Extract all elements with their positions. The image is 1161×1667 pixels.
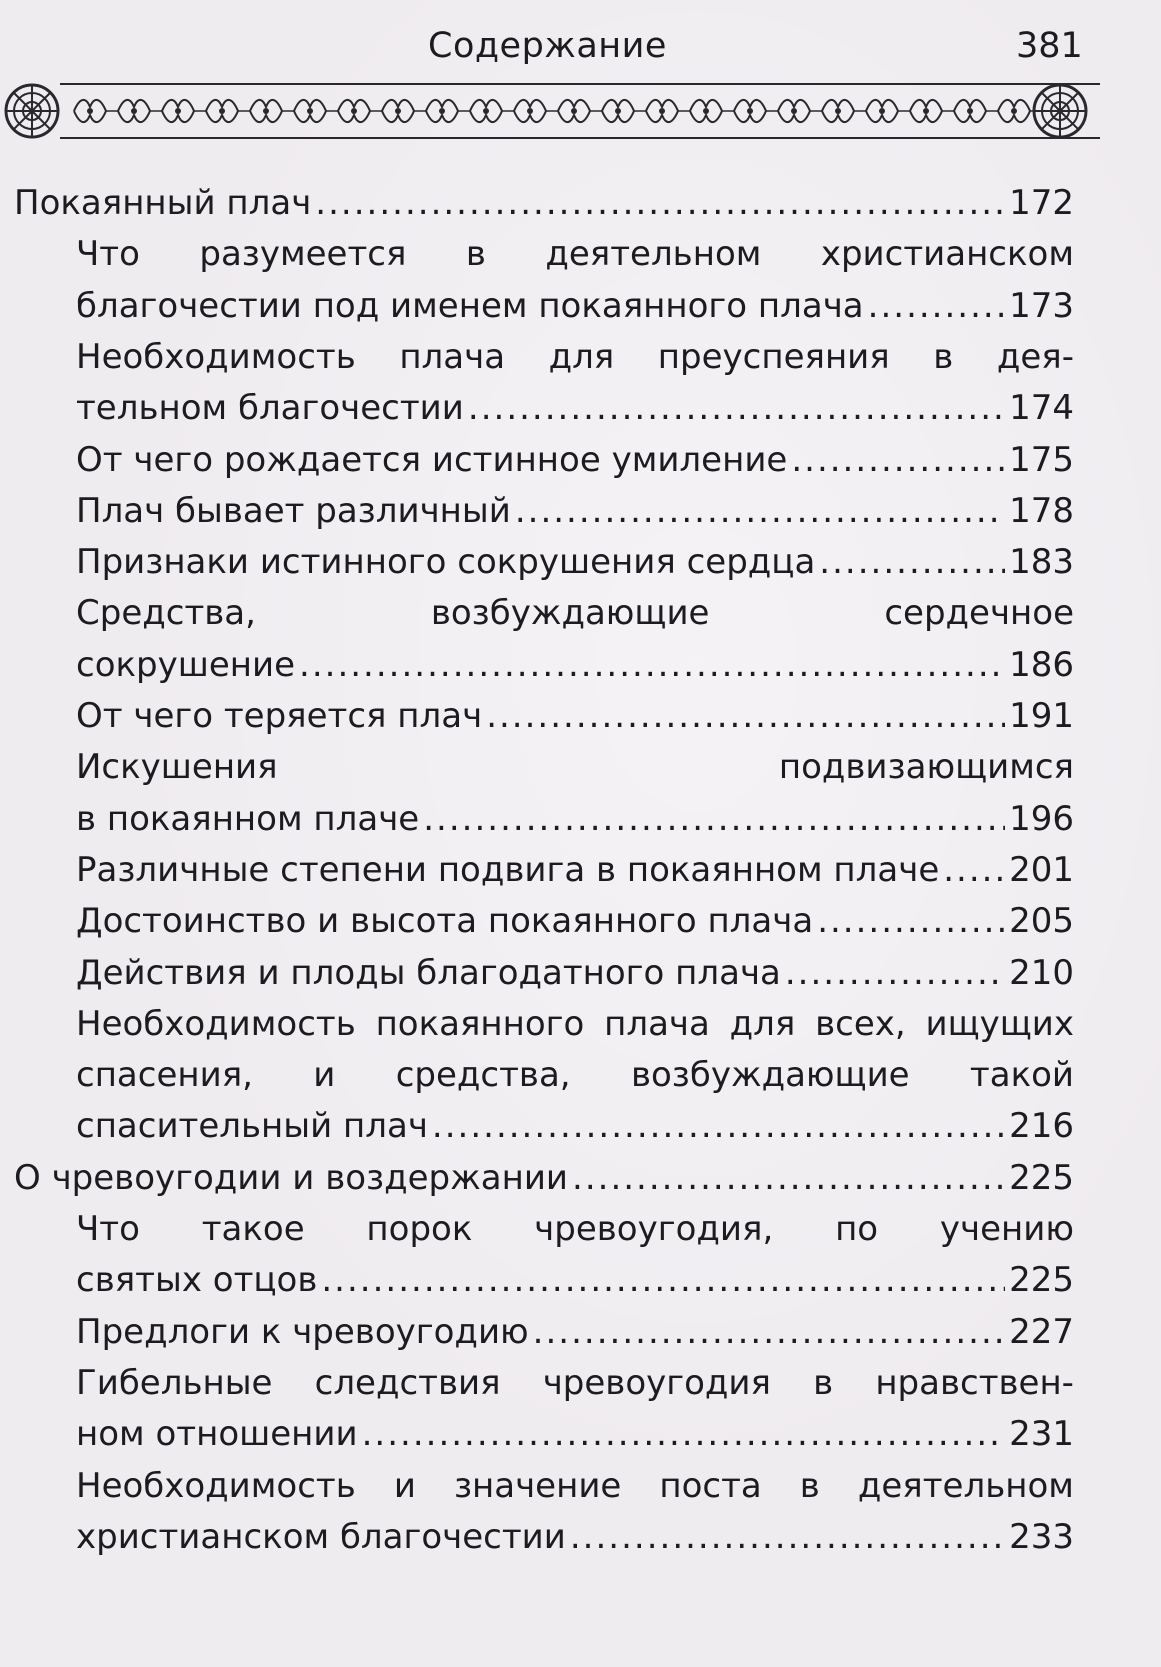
dot-leader xyxy=(819,535,1005,589)
dot-leader xyxy=(299,638,1005,692)
ornament-motif-icon xyxy=(778,100,822,122)
toc-subsection-line xyxy=(76,330,1074,384)
dot-leader xyxy=(432,1099,1005,1153)
toc-subsection-line xyxy=(76,1305,1074,1359)
toc-subsection-line xyxy=(76,227,1074,281)
toc-page-number: 196 xyxy=(1009,798,1074,839)
page-number: 381 xyxy=(1016,26,1083,66)
toc-entry-text: в покаянном плаче xyxy=(76,798,420,839)
ornament-motif-icon xyxy=(866,100,910,122)
toc-entry-text: Предлоги к чревоугодию xyxy=(76,1311,529,1352)
dot-leader xyxy=(572,1151,1005,1205)
dot-leader xyxy=(321,1253,1005,1307)
ornament-motif-icon xyxy=(602,100,646,122)
toc-entry-text: сокрушение xyxy=(76,644,296,685)
toc-subsection-line xyxy=(76,1048,1074,1102)
toc-subsection-line xyxy=(76,381,1074,435)
toc-subsection-line xyxy=(76,433,1074,487)
ornament-motif-icon xyxy=(954,100,998,122)
dot-leader xyxy=(817,894,1005,948)
toc-entry-text: святых отцов xyxy=(76,1260,318,1301)
dot-leader xyxy=(943,843,1005,897)
toc-entry-text: Гибельные следствия чревоугодия в нравствен- xyxy=(76,1362,1074,1403)
ornament-motif-icon xyxy=(470,100,514,122)
toc-subsection-line xyxy=(76,535,1074,589)
toc-page-number: 205 xyxy=(1009,901,1074,942)
dot-leader xyxy=(533,1305,1005,1359)
ornament-motif-icon xyxy=(822,100,866,122)
toc-entry-text: Необходимость плача для преуспеяния в дея- xyxy=(76,336,1074,377)
toc-entry-text: От чего рождается истинное умиление xyxy=(76,439,788,480)
ornament-motif-icon xyxy=(646,100,690,122)
toc-subsection-line xyxy=(76,843,1074,897)
toc-entry-text: спасения, и средства, возбуждающие такой xyxy=(76,1055,1074,1096)
toc-entry-text: Действия и плоды благодатного плача xyxy=(76,952,781,993)
ornament-motif-icon xyxy=(426,100,470,122)
toc-page-number: 191 xyxy=(1009,696,1074,736)
toc-page-number: 172 xyxy=(1009,183,1074,223)
toc-entry-text: Различные степени подвига в покаянном плаче xyxy=(76,849,940,890)
toc-subsection-line xyxy=(76,792,1074,846)
toc-entry-text: От чего теряется плач xyxy=(76,696,483,736)
toc-subsection-line xyxy=(76,1356,1074,1410)
toc-section-line xyxy=(14,1151,1074,1205)
ornament-motif-icon xyxy=(118,100,162,122)
toc-page-number: 186 xyxy=(1009,644,1074,685)
ornamental-border-icon xyxy=(0,76,1161,148)
left-rosette-icon xyxy=(6,85,58,137)
toc-page-number: 233 xyxy=(1009,1516,1074,1557)
dot-leader xyxy=(791,433,1005,487)
running-title: Содержание xyxy=(428,26,667,66)
ornament-motif-icon xyxy=(294,100,338,122)
toc-page-number: 173 xyxy=(1009,285,1074,326)
dot-leader xyxy=(785,946,1005,1000)
toc-entry-text: Средства, возбуждающие сердечное xyxy=(76,593,1074,634)
toc-subsection-line xyxy=(76,740,1074,794)
toc-entry-text: тельном благочестии xyxy=(76,388,464,429)
toc-page-number: 231 xyxy=(1009,1414,1074,1455)
dot-leader xyxy=(515,484,1005,538)
ornament-motif-icon xyxy=(690,100,734,122)
ornament-motif-icon xyxy=(250,100,294,122)
ornament-motif-icon xyxy=(162,100,206,122)
toc-page-number: 183 xyxy=(1009,542,1074,583)
toc-entry-text: Плач бывает различный xyxy=(76,490,511,531)
ornament-motif-icon xyxy=(206,100,250,122)
toc-subsection-line xyxy=(76,279,1074,333)
toc-subsection-line xyxy=(76,1510,1074,1564)
toc-entry-text: Искушения подвизающимся xyxy=(76,747,1074,788)
ornament-motif-icon xyxy=(514,100,558,122)
dot-leader xyxy=(468,381,1005,435)
toc-subsection-line xyxy=(76,1459,1074,1513)
dot-leader xyxy=(362,1407,1006,1461)
toc-page-number: 174 xyxy=(1009,388,1074,429)
dot-leader xyxy=(315,176,1005,230)
dot-leader xyxy=(570,1510,1005,1564)
toc-subsection-line xyxy=(76,1099,1074,1153)
toc-subsection-line xyxy=(76,484,1074,538)
ornament-motif-icon xyxy=(910,100,954,122)
toc-page-number: 227 xyxy=(1009,1311,1074,1352)
toc-subsection-line xyxy=(76,997,1074,1051)
toc-subsection-line xyxy=(76,1253,1074,1307)
toc-entry-text: О чревоугодии и воздержании xyxy=(14,1157,569,1198)
ornament-motif-icon xyxy=(338,100,382,122)
motif-band-icon xyxy=(74,100,1042,122)
dot-leader xyxy=(486,689,1005,743)
toc-entry-text: ном отношении xyxy=(76,1414,358,1455)
toc-entry-text: благочестии под именем покаянного плача xyxy=(76,285,864,326)
toc-entry-text: спасительный плач xyxy=(76,1106,428,1147)
toc-subsection-line xyxy=(76,946,1074,1000)
toc-entry-text: Достоинство и высота покаянного плача xyxy=(76,901,814,942)
toc-subsection-line xyxy=(76,586,1074,640)
toc-page-number: 175 xyxy=(1009,439,1074,480)
ornament-motif-icon xyxy=(382,100,426,122)
ornament-motif-icon xyxy=(558,100,602,122)
toc-entry-text: Необходимость покаянного плача для всех, ищущих xyxy=(76,1003,1074,1044)
dot-leader xyxy=(423,792,1005,846)
toc-page-number: 225 xyxy=(1009,1260,1074,1301)
toc-subsection-line xyxy=(76,689,1074,743)
toc-subsection-line xyxy=(76,1202,1074,1256)
toc-page-number: 178 xyxy=(1009,490,1074,531)
toc-entry-text: Что разумеется в деятельном христианском xyxy=(76,234,1074,275)
dot-leader xyxy=(868,279,1005,333)
toc-page-number: 216 xyxy=(1009,1106,1074,1147)
toc-entry-text: Что такое порок чревоугодия, по учению xyxy=(76,1209,1074,1249)
toc-entry-text: Необходимость и значение поста в деятельном xyxy=(76,1465,1074,1506)
toc-section-line xyxy=(14,176,1074,230)
ornament-motif-icon xyxy=(74,100,118,122)
toc-subsection-line xyxy=(76,894,1074,948)
toc-entry-text: Покаянный плач xyxy=(14,183,312,223)
toc-page-number: 210 xyxy=(1009,952,1074,993)
toc-entry-text: христианском благочестии xyxy=(76,1516,566,1557)
toc-page-number: 225 xyxy=(1009,1157,1074,1198)
toc-subsection-line xyxy=(76,638,1074,692)
toc-entry-text: Признаки истинного сокрушения сердца xyxy=(76,542,816,583)
ornament-motif-icon xyxy=(734,100,778,122)
toc-page-number: 201 xyxy=(1009,849,1074,890)
toc-subsection-line xyxy=(76,1407,1074,1461)
